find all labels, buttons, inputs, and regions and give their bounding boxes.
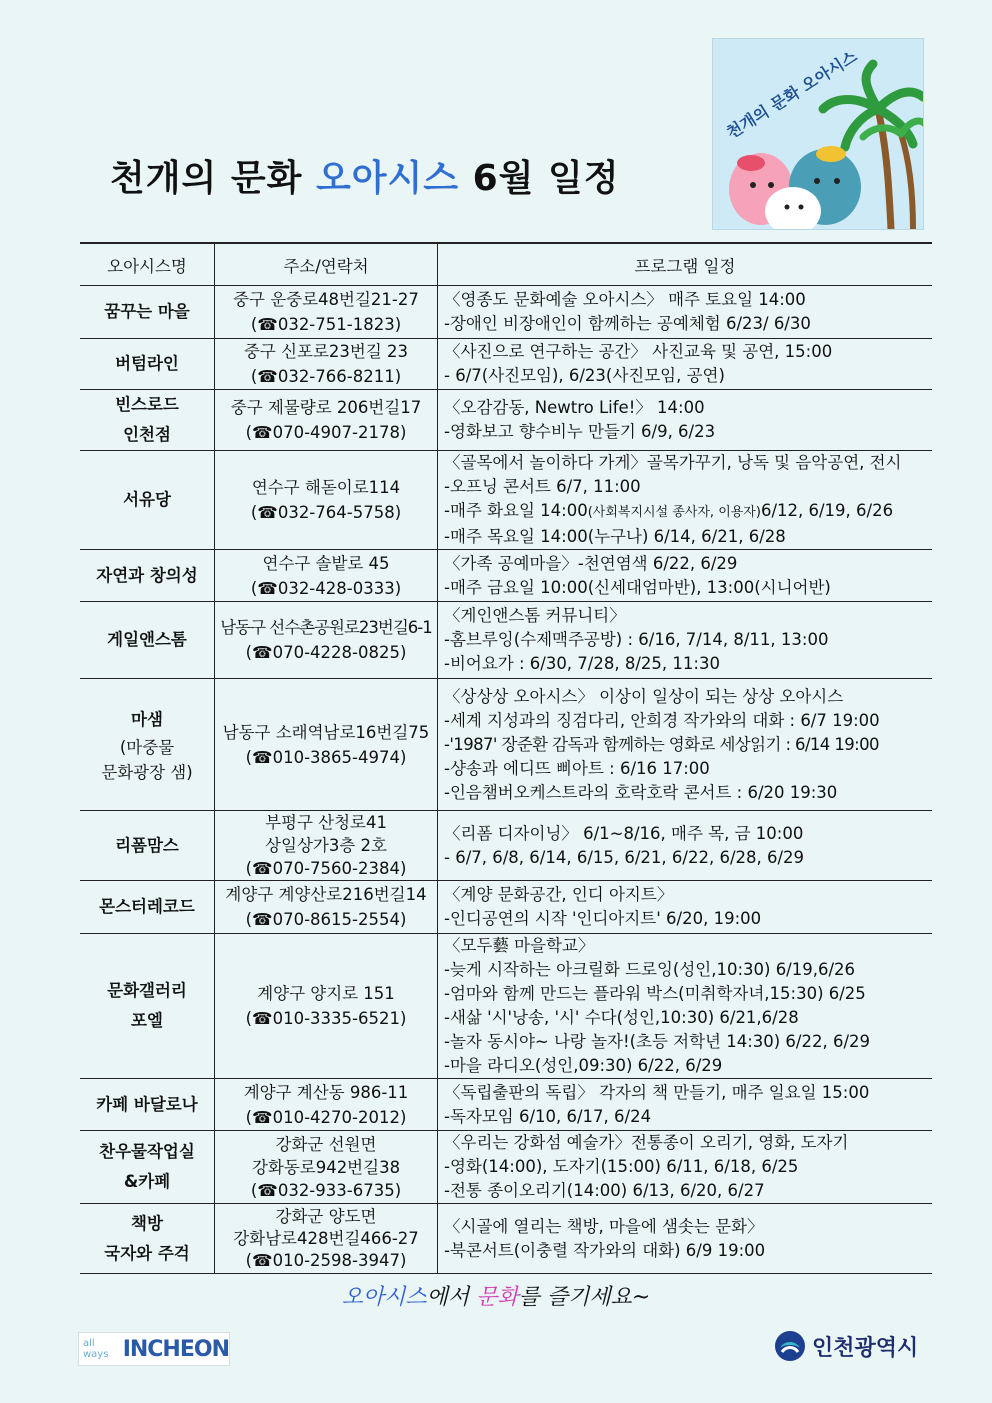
oasis-name: 마샘 [131,709,163,729]
oasis-name: 리폼맘스 [115,835,179,855]
address-line: 중구 신포로23번길 23 [243,342,409,361]
program-line: 〈모두藝 마을학교〉 [444,936,595,955]
program-line: 〈계양 문화공간, 인디 아지트〉 [444,885,674,904]
phone-line: (☎070-4907-2178) [245,423,407,442]
program-line: -영화보고 향수비누 만들기 6/9, 6/23 [444,422,716,441]
program-line: -매주 목요일 14:00(누구나) 6/14, 6/21, 6/28 [444,527,786,546]
phone-line: (☎010-3865-4974) [245,747,407,767]
address-line: 강화군 양도면 [275,1206,377,1226]
program-line: -북콘서트(이충렬 작가와의 대화) 6/9 19:00 [444,1240,766,1260]
address-line: 남동구 선수촌공원로23번길6-1 [220,618,432,637]
table-row [80,934,932,1079]
oasis-logo [712,38,924,230]
program-line: -엄마와 함께 만드는 플라워 박스(미취학자녀,15:30) 6/25 [444,984,866,1003]
address-line: 남동구 소래역남로16번길75 [222,722,430,742]
program-line: -인디공연의 시작 '인디아지트' 6/20, 19:00 [444,909,762,928]
table-row [80,339,932,390]
address-line: 중구 제물량로 206번길17 [230,398,422,417]
program-line: -'1987' 장준환 감독과 함께하는 영화로 세상읽기 : 6/14 19:00 [444,734,879,754]
phone-line: (☎032-764-5758) [250,503,402,522]
phone-line: (☎010-2598-3947) [245,1250,407,1270]
oasis-name: 포엘 [131,1011,163,1030]
oasis-name: &카페 [123,1172,171,1191]
program-line: 〈가족 공예마을〉-천연염색 6/22, 6/29 [444,553,738,573]
phone-line: (☎070-8615-2554) [245,910,407,929]
oasis-name: 꿈꾸는 마을 [104,302,190,321]
oasis-name: 국자와 주걱 [104,1243,190,1263]
program-line: 〈상상상 오아시스〉 이상이 일상이 되는 상상 오아시스 [444,686,844,706]
table-row [80,286,932,339]
program-line: 〈독립출판의 독립〉 각자의 책 만들기, 매주 일요일 15:00 [444,1082,870,1102]
incheon-brand-logo [78,1332,230,1366]
oasis-subname: (마중물 [119,737,175,757]
oasis-name: 게일앤스톰 [107,630,187,649]
program-line: -샹송과 에디뜨 삐아트 : 6/16 17:00 [444,758,710,778]
phone-line: (☎070-7560-2384) [245,859,407,878]
address-line: 계양구 계양산로216번길14 [225,885,427,904]
address-line: 연수구 솔밭로 45 [262,553,390,573]
phone-line: (☎032-933-6735) [250,1180,402,1200]
oasis-name: 버텀라인 [115,354,179,373]
address-line: 중구 운중로48번길21-27 [233,290,419,309]
footer-slogan: 오아시스에서 문화를 즐기세요~ [341,1285,651,1310]
program-line: - 6/7(사진모임), 6/23(사진모임, 공연) [444,366,725,385]
oasis-name: 인천점 [123,425,171,444]
program-line: 〈영종도 문화예술 오아시스〉 매주 토요일 14:00 [444,290,806,309]
table-header-row [80,243,932,286]
phone-line: (☎032-766-8211) [250,367,402,386]
table-row [80,602,932,679]
address-line: 계양구 양지로 151 [257,984,395,1003]
table-row [80,451,932,550]
table-row [80,881,932,934]
schedule-table [80,242,932,1274]
program-line: -늦게 시작하는 아크릴화 드로잉(성인,10:30) 6/19,6/26 [444,960,856,979]
oasis-name: 빈스로드 [115,395,179,414]
program-line: -세계 지성과의 징검다리, 안희경 작가와의 대화 : 6/7 19:00 [444,710,880,730]
oasis-name: 자연과 창의성 [96,565,198,585]
city-name: 인천광역시 [812,1335,919,1361]
brand-slogan: all ways [83,1338,109,1360]
phone-line: (☎032-428-0333) [250,578,402,598]
program-line: -놀자 동시야~ 나랑 놀자!(초등 저학년 14:30) 6/22, 6/29 [444,1032,871,1051]
oasis-name: 몬스터레코드 [99,897,195,916]
svg-text:천개의 문화 오아시스: 천개의 문화 오아시스 [723,46,861,143]
address-line: 부평구 산청로41 [265,813,387,832]
incheon-city-logo [774,1330,918,1362]
program-line: -장애인 비장애인이 함께하는 공예체험 6/23/ 6/30 [444,314,811,333]
table-row [80,390,932,451]
program-note: (사회복지시설 종사자, 이용자) [587,505,761,520]
program-line: 〈시골에 열리는 책방, 마을에 샘솟는 문화〉 [444,1216,764,1236]
program-line: 〈게인앤스톰 커뮤니티〉 [444,606,626,625]
address-line: 강화동로942번길38 [251,1157,401,1177]
program-line: -인음챔버오케스트라의 호락호락 콘서트 : 6/20 19:30 [444,782,838,802]
oasis-name: 문화갤러리 [107,981,187,1000]
brand-name: INCHEON [122,1336,229,1362]
phone-line: (☎070-4228-0825) [245,643,407,662]
city-emblem-icon [774,1330,806,1362]
program-line: 〈사진으로 연구하는 공간〉 사진교육 및 공연, 15:00 [444,342,833,361]
oasis-name: 책방 [131,1213,163,1233]
oasis-name: 서유당 [123,490,171,509]
program-line: 〈오감감동, Newtro Life!〉 14:00 [444,398,705,417]
address-line: 상일상가3층 2호 [265,836,387,855]
address-line: 강화군 선원면 [275,1134,377,1154]
program-line: -독자모임 6/10, 6/17, 6/24 [444,1106,652,1126]
table-row [80,1079,932,1131]
address-line: 계양구 계산동 986-11 [243,1082,409,1102]
table-row [80,1131,932,1204]
program-line: -마을 라디오(성인,09:30) 6/22, 6/29 [444,1056,723,1075]
oasis-subname: 문화광장 샘) [101,762,193,782]
program-line: 〈골목에서 놀이하다 가게〉골목가꾸기, 낭독 및 음악공연, 전시 [444,453,902,472]
phone-line: (☎032-751-1823) [250,315,402,334]
phone-line: (☎010-4270-2012) [245,1107,407,1127]
table-row [80,811,932,881]
oasis-name: 카페 바달로나 [96,1094,198,1114]
table-row [80,550,932,602]
program-line: -오프닝 콘서트 6/7, 11:00 [444,477,641,496]
program-line: -영화(14:00), 도자기(15:00) 6/11, 6/18, 6/25 [444,1157,799,1176]
oasis-name: 찬우물작업실 [99,1142,195,1161]
program-line: -새삶 '시'낭송, '시' 수다(성인,10:30) 6/21,6/28 [444,1008,799,1027]
program-line: -매주 화요일 14:00(사회복지시설 종사자, 이용자)6/12, 6/19, 6/26 [444,501,894,520]
address-line: 강화남로428번길466-27 [233,1228,419,1248]
page-title: 천개의 문화 오아시스 6월 일정 [110,158,620,199]
address-line: 연수구 해돋이로114 [251,478,401,497]
program-line: -비어요가 : 6/30, 7/28, 8/25, 11:30 [444,654,720,673]
table-row [80,1204,932,1274]
program-line: 〈우리는 강화섬 예술가〉전통종이 오리기, 영화, 도자기 [444,1133,849,1152]
header-name: 오아시스명 [80,243,215,286]
header-address: 주소/연락처 [215,243,438,286]
header-program: 프로그램 일정 [438,243,933,286]
program-line: 〈리폼 디자이닝〉 6/1~8/16, 매주 목, 금 10:00 [444,823,804,843]
program-line: -전통 종이오리기(14:00) 6/13, 6/20, 6/27 [444,1181,765,1200]
table-row [80,679,932,811]
phone-line: (☎010-3335-6521) [245,1009,407,1028]
program-line: -매주 금요일 10:00(신세대엄마반), 13:00(시니어반) [444,577,831,597]
program-line: - 6/7, 6/8, 6/14, 6/15, 6/21, 6/22, 6/28, 6/29 [444,847,805,867]
program-line: -홈브루잉(수제맥주공방) : 6/16, 7/14, 8/11, 13:00 [444,630,829,649]
